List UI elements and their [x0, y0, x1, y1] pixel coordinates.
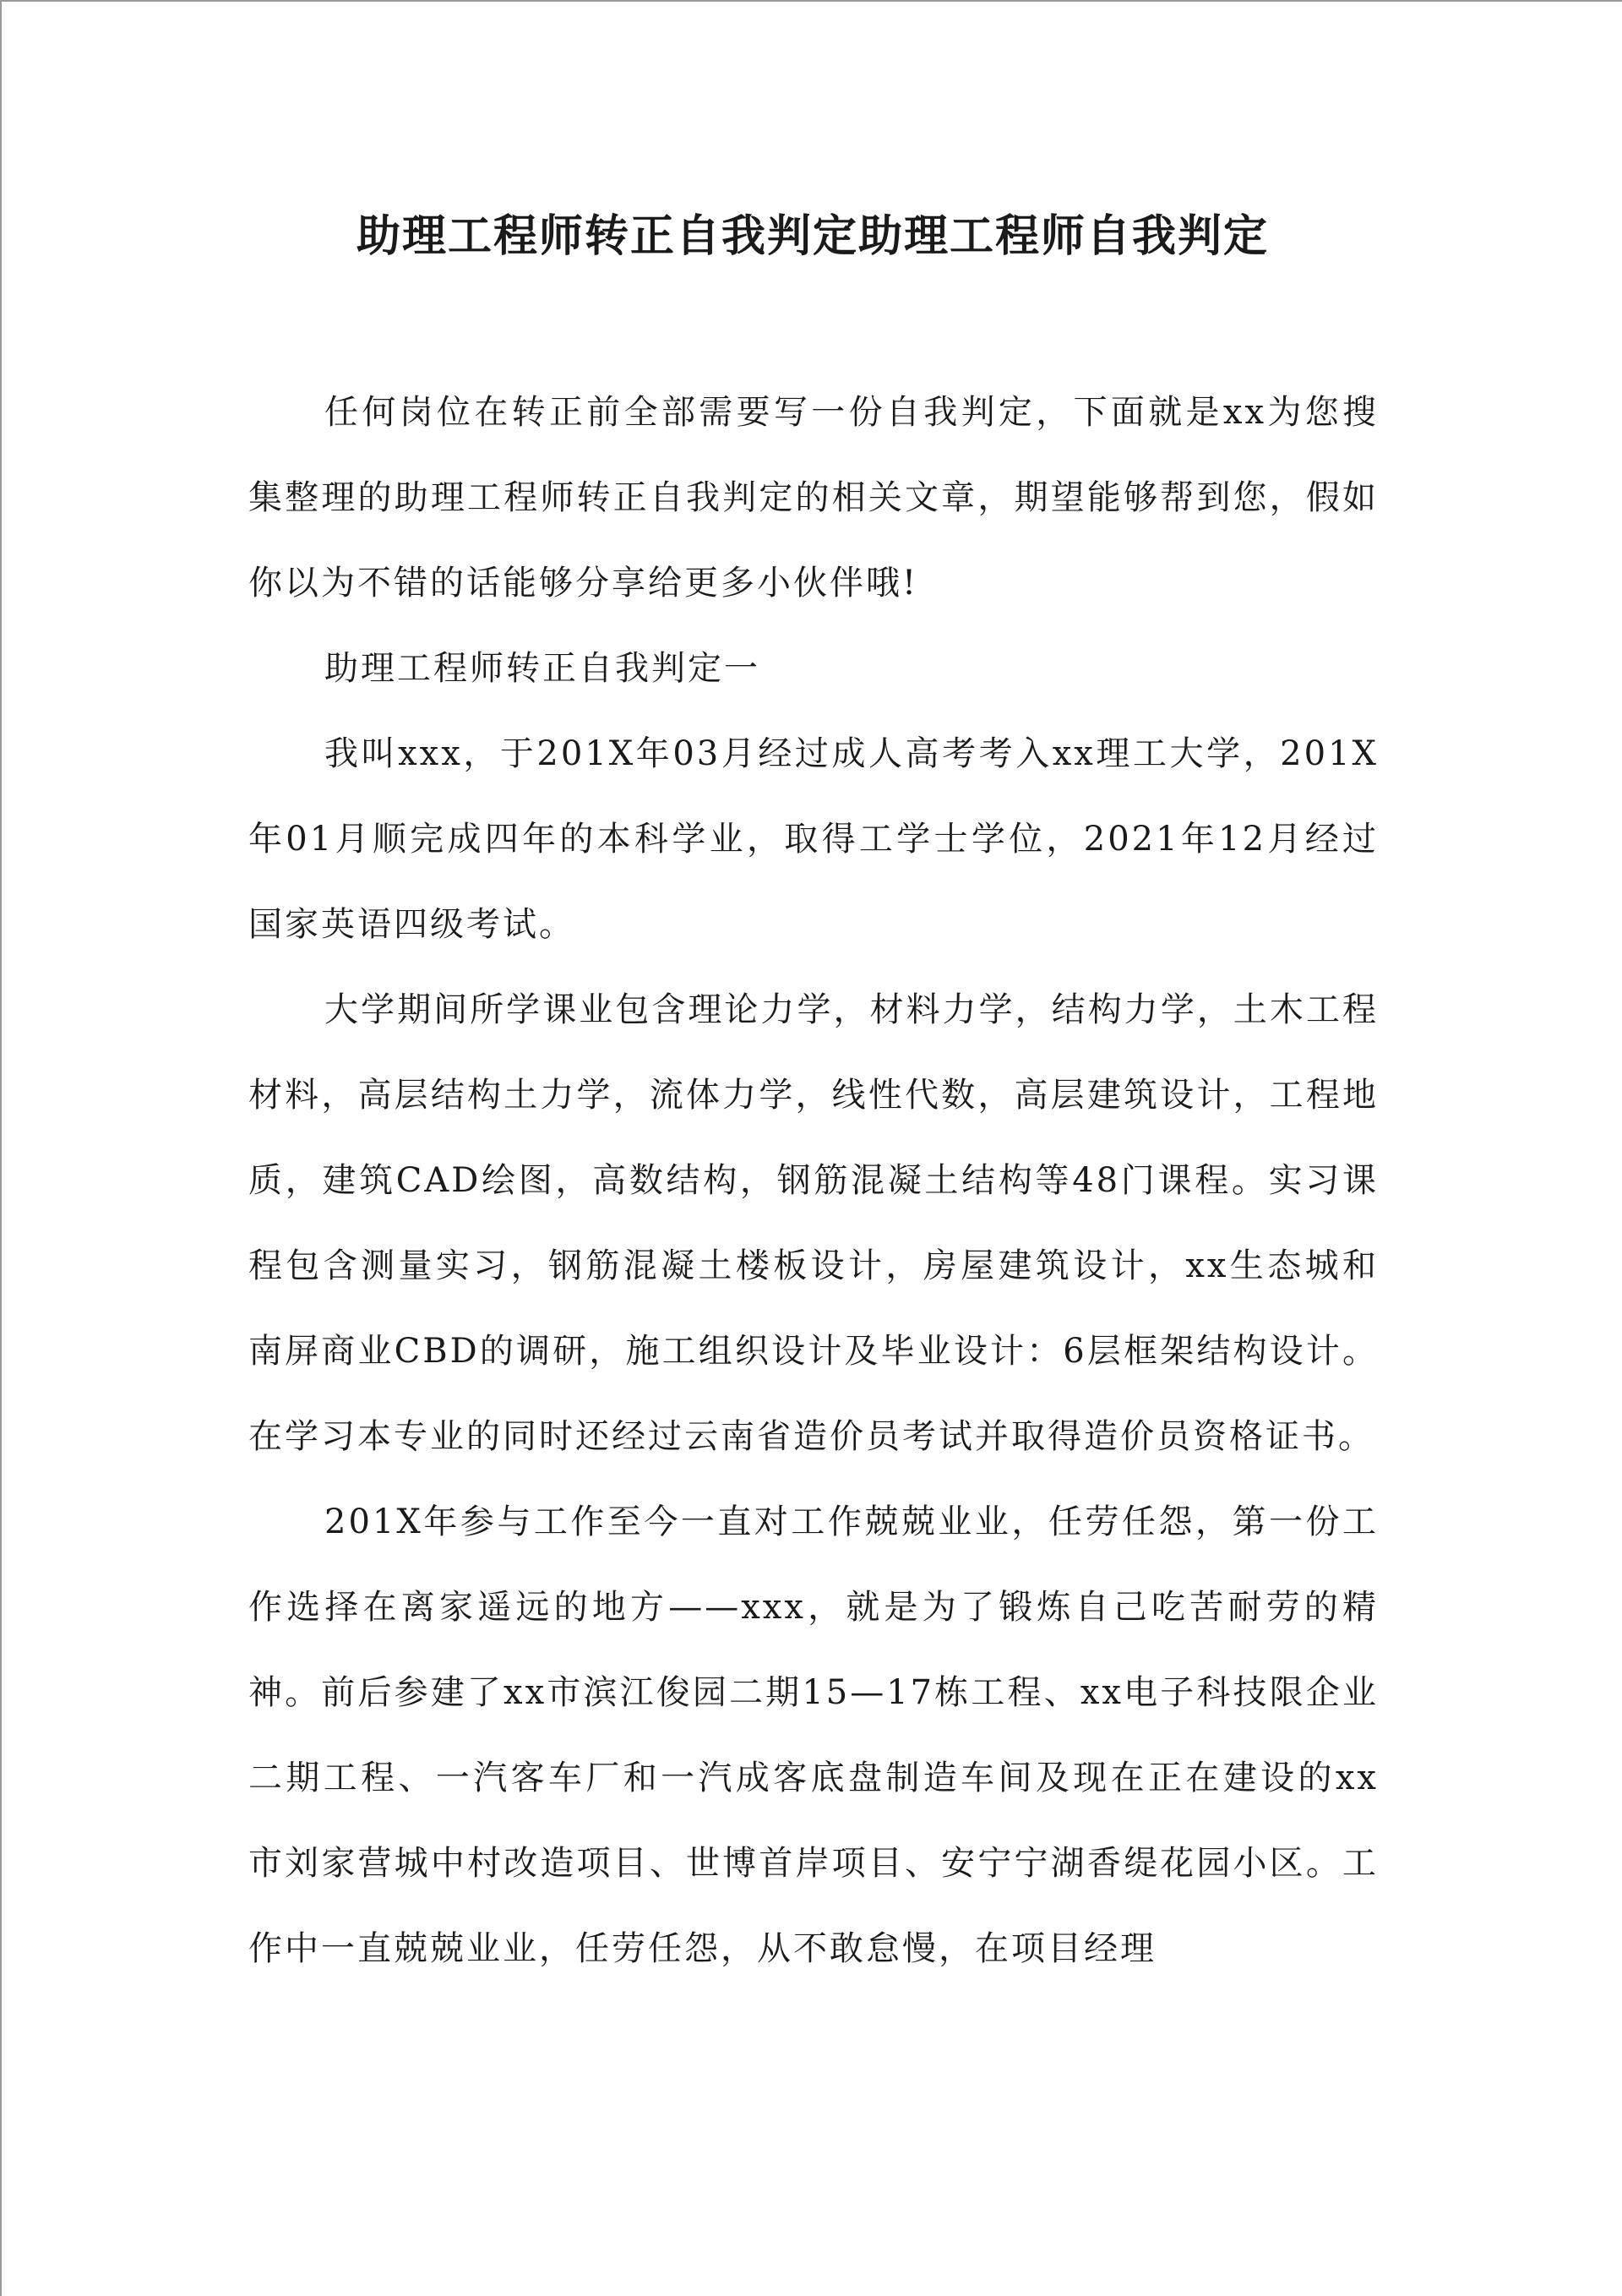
document-body: [248, 370, 1379, 1992]
paragraph-education: 我叫xxx，于201X年03月经过成人高考考入xx理工大学，201X年01月顺完成四年的本科学业，取得工学士学位，2021年12月经过国家英语四级考试。: [248, 734, 1379, 944]
document-title: 助理工程师转正自我判定助理工程师自我判定: [356, 210, 1269, 262]
paragraph-coursework: 大学期间所学课业包含理论力学，材料力学，结构力学，土木工程材料，高层结构土力学，流体力学，线性代数，高层建筑设计，工程地质，建筑CAD绘图，高数结构，钢筋混凝土结构等48门课程。实习课程包含测量实习，钢筋混凝土楼板设计，房屋建筑设计，xx生态城和南屏商业CBD的调研，施工组织设计及毕业设计：6层框架结构设计。在学习本专业的同时还经过云南省造价员考试并取得造价员资格证书。: [248, 990, 1379, 1456]
paragraph-work-experience: 201X年参与工作至今一直对工作兢兢业业，任劳任怨，第一份工作选择在离家遥远的地方——xxx，就是为了锻炼自己吃苦耐劳的精神。前后参建了xx市滨江俊园二期15—17栋工程、xx电子科技限企业二期工程、一汽客车厂和一汽成客底盘制造车间及现在正在建设的xx市刘家营城中村改造项目、世博首岸项目、安宁宁湖香缇花园小区。工作中一直兢兢业业，任劳任怨，从不敢怠慢，在项目经理: [248, 1502, 1379, 1968]
section-heading: 助理工程师转正自我判定一: [324, 649, 760, 688]
paragraph-intro: 任何岗位在转正前全部需要写一份自我判定，下面就是xx为您搜集整理的助理工程师转正自我判定的相关文章，期望能够帮到您，假如你以为不错的话能够分享给更多小伙伴哦!: [248, 393, 1379, 603]
